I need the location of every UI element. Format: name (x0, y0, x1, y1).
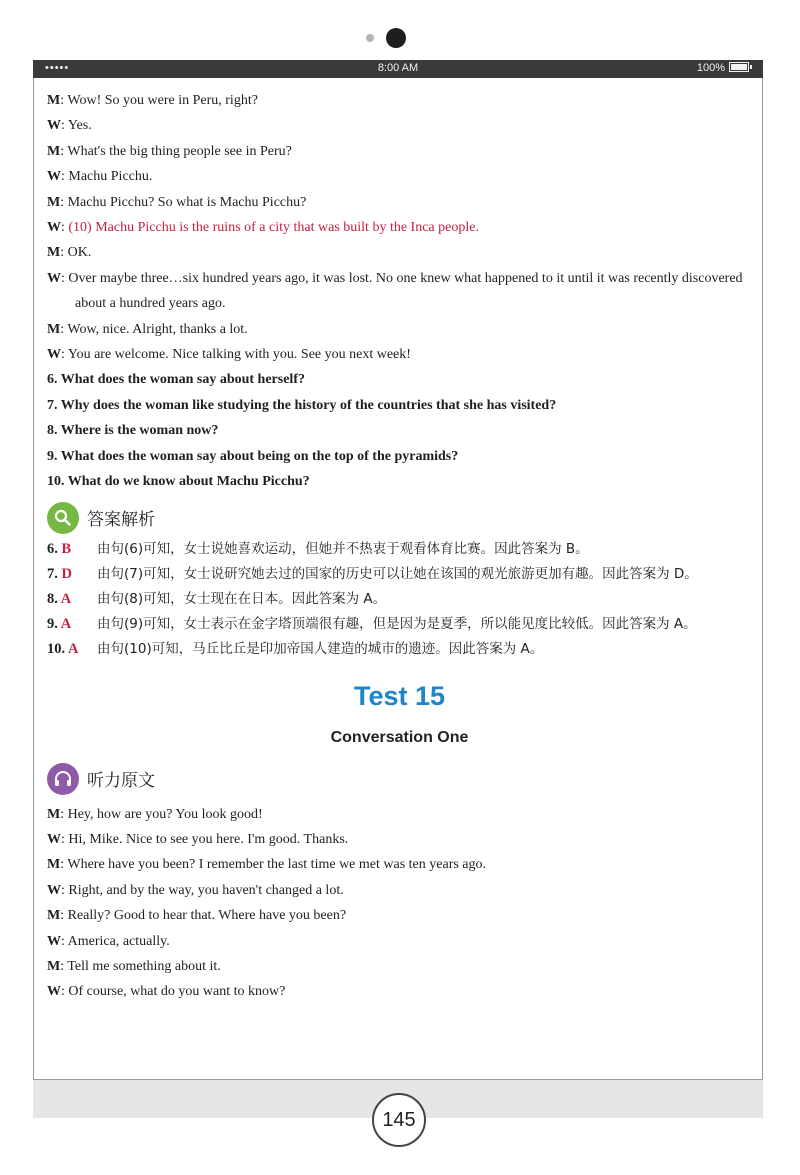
dialogue-line: W: Machu Picchu. (47, 169, 153, 185)
question-item: 6. What does the woman say about herself? (47, 372, 305, 388)
dialogue-line: W: Right, and by the way, you haven't changed a lot. (47, 882, 344, 898)
status-bar (33, 60, 763, 78)
page-indicator-dots (0, 28, 800, 48)
dialogue-line: M: Tell me something about it. (47, 958, 221, 974)
dialogue-line: M: Where have you been? I remember the last time we met was ten years ago. (47, 857, 487, 873)
dialogue-line: W: Over maybe three…six hundred years ago, it was lost. No one knew what happened to it until it was recently discovered about a hundred years ago. (47, 270, 743, 312)
dialogue-line: W: Of course, what do you want to know? (47, 984, 286, 1000)
page-number: 145 (372, 1093, 426, 1147)
signal-icon: ••••• (45, 62, 70, 74)
dialogue-line: M: Wow! So you were in Peru, right? (47, 93, 258, 108)
answer-item: 7. D 由句(7)可知，女士说研究她去过的国家的历史可以让她在该国的观光旅游更加有趣。因此答案为 D。 (47, 565, 698, 582)
status-time: 8:00 AM (377, 62, 419, 74)
answer-list (47, 537, 752, 662)
question-item: 7. Why does the woman like studying the history of the countries that she has visited? (47, 397, 557, 413)
dialogue-line: W: Hi, Mike. Nice to see you here. I'm good. Thanks. (47, 831, 349, 847)
magnifier-icon (47, 502, 79, 534)
dialogue-bottom (47, 802, 752, 1005)
answer-item: 9. A 由句(9)可知，女士表示在金字塔顶端很有趣，但是因为是夏季，所以能见度比较低。因此答案为 A。 (47, 615, 697, 632)
question-item: 8. Where is the woman now? (47, 423, 219, 439)
test-title: Test 15 (353, 680, 446, 711)
page-content (47, 88, 752, 1005)
transcript-section-header (47, 760, 752, 798)
dialogue-line: M: Hey, how are you? You look good! (47, 806, 263, 822)
dialogue-line: M: OK. (47, 245, 92, 261)
page-dot-active[interactable] (386, 28, 406, 48)
question-item: 10. What do we know about Machu Picchu? (47, 474, 310, 490)
page-dot-inactive[interactable] (366, 34, 374, 42)
dialogue-line: W: America, actually. (47, 933, 170, 949)
answer-item: 10. A 由句(10)可知，马丘比丘是印加帝国人建造的城市的遗迹。因此答案为 A。 (47, 640, 544, 657)
dialogue-line-highlighted: W: (10) Machu Picchu is the ruins of a city that was built by the Inca people. (47, 220, 479, 236)
battery-status (697, 62, 749, 74)
dialogue-top (47, 88, 752, 367)
transcript-section-title: 听力原文 (87, 771, 155, 791)
question-list (47, 367, 752, 494)
dialogue-line: W: You are welcome. Nice talking with you. See you next week! (47, 347, 411, 363)
dialogue-line: W: Yes. (47, 118, 92, 134)
dialogue-line: M: Machu Picchu? So what is Machu Picchu? (47, 194, 307, 210)
battery-percent: 100% (696, 62, 725, 74)
dialogue-line: M: What's the big thing people see in Peru? (47, 143, 292, 159)
dialogue-line: M: Really? Good to hear that. Where have you been? (47, 908, 347, 924)
answer-section-header (47, 499, 752, 537)
answer-section-title: 答案解析 (87, 510, 155, 530)
conversation-title: Conversation One (330, 728, 469, 746)
dialogue-line: M: Wow, nice. Alright, thanks a lot. (47, 321, 248, 337)
answer-item: 8. A 由句(8)可知，女士现在在日本。因此答案为 A。 (47, 590, 387, 607)
question-item: 9. What does the woman say about being on the top of the pyramids? (47, 448, 459, 464)
answer-item: 6. B 由句(6)可知，女士说她喜欢运动，但她并不热衷于观看体育比赛。因此答案为 B。 (47, 540, 589, 557)
headphones-icon (47, 763, 79, 795)
battery-icon (729, 62, 749, 72)
